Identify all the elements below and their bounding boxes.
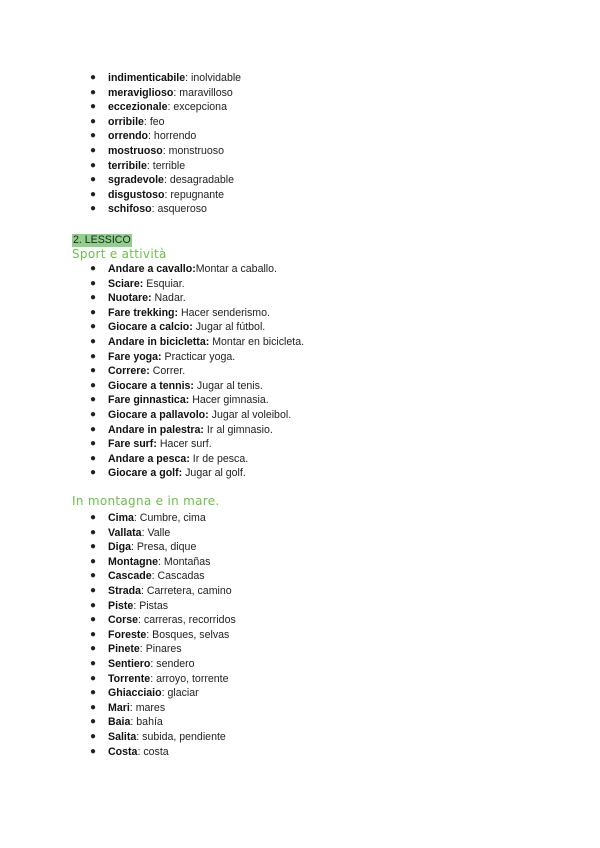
vocab-term: sgradevole <box>108 174 164 187</box>
vocab-translation: Bosques, selvas <box>152 628 230 641</box>
vocab-translation: Presa, dique <box>136 541 197 554</box>
list-item <box>90 144 241 159</box>
vocab-term: Giocare a tennis: <box>108 379 194 392</box>
vocab-translation: excepciona <box>173 101 227 114</box>
list-item <box>90 466 304 481</box>
list-item <box>90 86 241 101</box>
vocab-translation: Jugar al golf. <box>185 467 246 480</box>
vocab-translation: horrendo <box>153 130 197 143</box>
list-item <box>90 320 304 335</box>
vocab-translation: Pistas <box>139 599 169 612</box>
vocab-translation: Hacer senderismo. <box>181 306 270 319</box>
vocab-translation: sendero <box>156 657 195 670</box>
vocab-separator: : <box>161 687 168 700</box>
bullet-icon: ● <box>90 657 97 669</box>
bullet-icon: ● <box>90 541 97 553</box>
vocab-term: Salita <box>108 730 137 743</box>
bullet-icon: ● <box>90 115 97 127</box>
vocab-term: Pinete <box>108 643 140 656</box>
list-item <box>90 277 304 292</box>
vocab-separator: : <box>164 188 171 201</box>
bullet-icon: ● <box>90 570 97 582</box>
list-item <box>90 452 304 467</box>
bullet-icon: ● <box>90 438 97 450</box>
vocab-translation: inolvidable <box>191 72 242 84</box>
list-item <box>90 730 236 745</box>
vocab-separator: : <box>146 628 153 641</box>
vocab-translation: Carretera, camino <box>146 584 232 597</box>
vocab-term: eccezionale <box>108 101 168 114</box>
vocab-separator: : <box>151 570 158 583</box>
bullet-icon: ● <box>90 188 97 200</box>
vocab-term: Andare a cavallo: <box>108 263 196 275</box>
vocab-term: Nuotare: <box>108 292 152 305</box>
vocab-term: Vallata <box>108 526 142 539</box>
vocab-translation: Hacer surf. <box>159 438 212 451</box>
list-item <box>90 393 304 408</box>
list-item <box>90 745 236 760</box>
bullet-icon: ● <box>90 263 97 274</box>
vocab-translation: Ir de pesca. <box>192 452 249 465</box>
bullet-icon: ● <box>90 365 97 377</box>
bullet-icon: ● <box>90 672 97 684</box>
list-item <box>90 686 236 701</box>
vocab-term: Giocare a pallavolo: <box>108 408 209 421</box>
bullet-icon: ● <box>90 321 97 333</box>
list-item <box>90 569 236 584</box>
vocab-translation: Nadar. <box>154 292 186 305</box>
bullet-icon: ● <box>90 159 97 171</box>
vocab-term: Corse <box>108 614 139 627</box>
list-item <box>90 350 304 365</box>
vocab-separator: : <box>151 203 158 216</box>
vocab-translation: Ir al gimnasio. <box>206 423 273 436</box>
list-item <box>90 672 236 687</box>
bullet-icon: ● <box>90 614 97 626</box>
vocab-separator: : <box>130 541 137 554</box>
vocab-term: Cima <box>108 512 134 524</box>
list-item <box>90 715 236 730</box>
vocab-translation: feo <box>149 115 165 128</box>
vocab-term: Costa <box>108 745 138 758</box>
bullet-icon: ● <box>90 144 97 156</box>
vocab-term: Piste <box>108 599 134 612</box>
bullet-icon: ● <box>90 174 97 186</box>
vocab-term: Torrente <box>108 672 151 685</box>
vocab-term: Baia <box>108 716 131 729</box>
list-item <box>90 555 236 570</box>
bullet-icon: ● <box>90 72 97 83</box>
vocab-term: Mari <box>108 701 130 714</box>
vocab-translation: Jugar al voleibol. <box>211 408 292 421</box>
list-item <box>90 437 304 452</box>
vocab-term: Sciare: <box>108 277 144 290</box>
vocab-term: meraviglioso <box>108 86 174 99</box>
bullet-icon: ● <box>90 643 97 655</box>
bullet-icon: ● <box>90 394 97 406</box>
bullet-icon: ● <box>90 379 97 391</box>
list-item <box>90 657 236 672</box>
vocab-separator: : <box>150 672 157 685</box>
vocab-term: indimenticabile <box>108 72 186 84</box>
bullet-icon: ● <box>90 467 97 479</box>
bullet-icon: ● <box>90 701 97 713</box>
bullet-icon: ● <box>90 745 97 757</box>
vocab-term: orrendo <box>108 130 149 143</box>
bullet-icon: ● <box>90 86 97 98</box>
vocab-term: Andare in palestra: <box>108 423 204 436</box>
vocab-translation: Cascadas <box>157 570 205 583</box>
list-item <box>90 188 241 203</box>
vocab-translation: Cumbre, cima <box>139 512 206 524</box>
adjectives-list <box>90 71 241 217</box>
vocab-translation: Montar en bicicleta. <box>212 335 305 348</box>
vocab-separator: : <box>133 599 140 612</box>
bullet-icon: ● <box>90 423 97 435</box>
vocab-separator: : <box>136 730 143 743</box>
vocab-term: Cascade <box>108 570 152 583</box>
list-item <box>90 584 236 599</box>
bullet-icon: ● <box>90 203 97 215</box>
vocab-term: schifoso <box>108 203 152 216</box>
list-item <box>90 306 304 321</box>
vocab-term: Ghiacciaio <box>108 687 162 700</box>
vocab-term: mostruoso <box>108 144 163 157</box>
vocab-separator: : <box>137 745 144 758</box>
bullet-icon: ● <box>90 730 97 742</box>
bullet-icon: ● <box>90 130 97 142</box>
vocab-separator: : <box>130 716 137 729</box>
mountain-subheading: In montagna e in mare. <box>72 494 220 508</box>
list-item <box>90 526 236 541</box>
list-item <box>90 262 304 277</box>
vocab-translation: Montañas <box>163 555 211 568</box>
vocab-translation: Valle <box>147 526 171 539</box>
vocab-translation: carreras, recorridos <box>143 614 236 627</box>
vocab-separator: : <box>139 643 146 656</box>
vocab-term: Giocare a calcio: <box>108 321 193 334</box>
vocab-separator: : <box>163 174 170 187</box>
vocab-translation: Montar a caballo. <box>195 263 277 275</box>
vocab-translation: Pinares <box>145 643 182 656</box>
vocab-translation: mares <box>135 701 166 714</box>
vocab-term: Fare ginnastica: <box>108 394 190 407</box>
vocab-term: Strada <box>108 584 141 597</box>
vocab-separator: : <box>167 101 174 114</box>
bullet-icon: ● <box>90 512 97 523</box>
vocab-separator: : <box>150 657 157 670</box>
list-item <box>90 628 236 643</box>
list-item <box>90 511 236 526</box>
vocab-separator: : <box>185 72 192 84</box>
vocab-translation: bahía <box>136 716 163 729</box>
list-item <box>90 159 241 174</box>
vocab-separator: : <box>133 512 140 524</box>
bullet-icon: ● <box>90 599 97 611</box>
bullet-icon: ● <box>90 584 97 596</box>
vocab-term: Giocare a golf: <box>108 467 183 480</box>
vocab-separator: : <box>129 701 136 714</box>
bullet-icon: ● <box>90 526 97 538</box>
vocab-separator: : <box>148 130 154 143</box>
vocab-translation: repugnante <box>170 188 225 201</box>
list-item <box>90 408 304 423</box>
vocab-translation: desagradable <box>169 174 235 187</box>
vocab-term: Sentiero <box>108 657 151 670</box>
bullet-icon: ● <box>90 716 97 728</box>
vocab-translation: asqueroso <box>157 203 207 216</box>
list-item <box>90 173 241 188</box>
bullet-icon: ● <box>90 687 97 699</box>
vocab-translation: Hacer gimnasia. <box>192 394 269 407</box>
list-item <box>90 701 236 716</box>
bullet-icon: ● <box>90 101 97 113</box>
vocab-term: terribile <box>108 159 147 172</box>
vocab-term: Fare yoga: <box>108 350 162 363</box>
list-item <box>90 613 236 628</box>
vocab-term: Andare in bicicletta: <box>108 335 210 348</box>
vocab-term: Foreste <box>108 628 147 641</box>
list-item <box>90 291 304 306</box>
list-item <box>90 335 304 350</box>
list-item <box>90 364 304 379</box>
vocab-term: Montagne <box>108 555 159 568</box>
vocab-translation: arroyo, torrente <box>156 672 229 685</box>
bullet-icon: ● <box>90 628 97 640</box>
vocab-term: orribile <box>108 115 144 128</box>
sport-list <box>90 262 304 481</box>
list-item <box>90 129 241 144</box>
vocab-separator: : <box>162 144 169 157</box>
vocab-term: Fare surf: <box>108 438 157 451</box>
vocab-separator: : <box>138 614 144 627</box>
vocab-translation: costa <box>143 745 169 758</box>
vocab-separator: : <box>158 555 164 568</box>
vocab-translation: Esquiar. <box>146 277 185 290</box>
vocab-translation: Jugar al fútbol. <box>195 321 266 334</box>
vocab-translation: glaciar <box>167 687 199 700</box>
vocab-term: Diga <box>108 541 131 554</box>
vocab-translation: Correr. <box>152 365 186 378</box>
vocab-translation: monstruoso <box>168 144 224 157</box>
vocab-separator: : <box>173 86 180 99</box>
list-item <box>90 423 304 438</box>
vocab-translation: subida, pendiente <box>142 730 226 743</box>
bullet-icon: ● <box>90 408 97 420</box>
list-item <box>90 100 241 115</box>
vocab-term: Andare a pesca: <box>108 452 190 465</box>
bullet-icon: ● <box>90 292 97 304</box>
vocab-term: disgustoso <box>108 188 165 201</box>
vocab-translation: maravilloso <box>179 86 233 99</box>
bullet-icon: ● <box>90 335 97 347</box>
vocab-separator: : <box>146 159 153 172</box>
bullet-icon: ● <box>90 350 97 362</box>
vocab-translation: Practicar yoga. <box>164 350 236 363</box>
vocab-term: Fare trekking: <box>108 306 179 319</box>
sport-subheading: Sport e attività <box>72 247 167 261</box>
vocab-separator: : <box>140 584 147 597</box>
list-item <box>90 642 236 657</box>
vocab-separator: : <box>143 115 150 128</box>
section-heading: 2. LESSICO <box>73 234 131 246</box>
vocab-term: Correre: <box>108 365 150 378</box>
list-item <box>90 379 304 394</box>
mountain-list <box>90 511 236 759</box>
vocab-separator: : <box>141 526 148 539</box>
list-item <box>90 71 241 86</box>
vocab-translation: Jugar al tenis. <box>196 379 263 392</box>
list-item <box>90 599 236 614</box>
bullet-icon: ● <box>90 277 97 289</box>
list-item <box>90 540 236 555</box>
list-item <box>90 202 241 217</box>
list-item <box>90 115 241 130</box>
bullet-icon: ● <box>90 555 97 567</box>
bullet-icon: ● <box>90 452 97 464</box>
vocab-translation: terrible <box>152 159 186 172</box>
bullet-icon: ● <box>90 306 97 318</box>
